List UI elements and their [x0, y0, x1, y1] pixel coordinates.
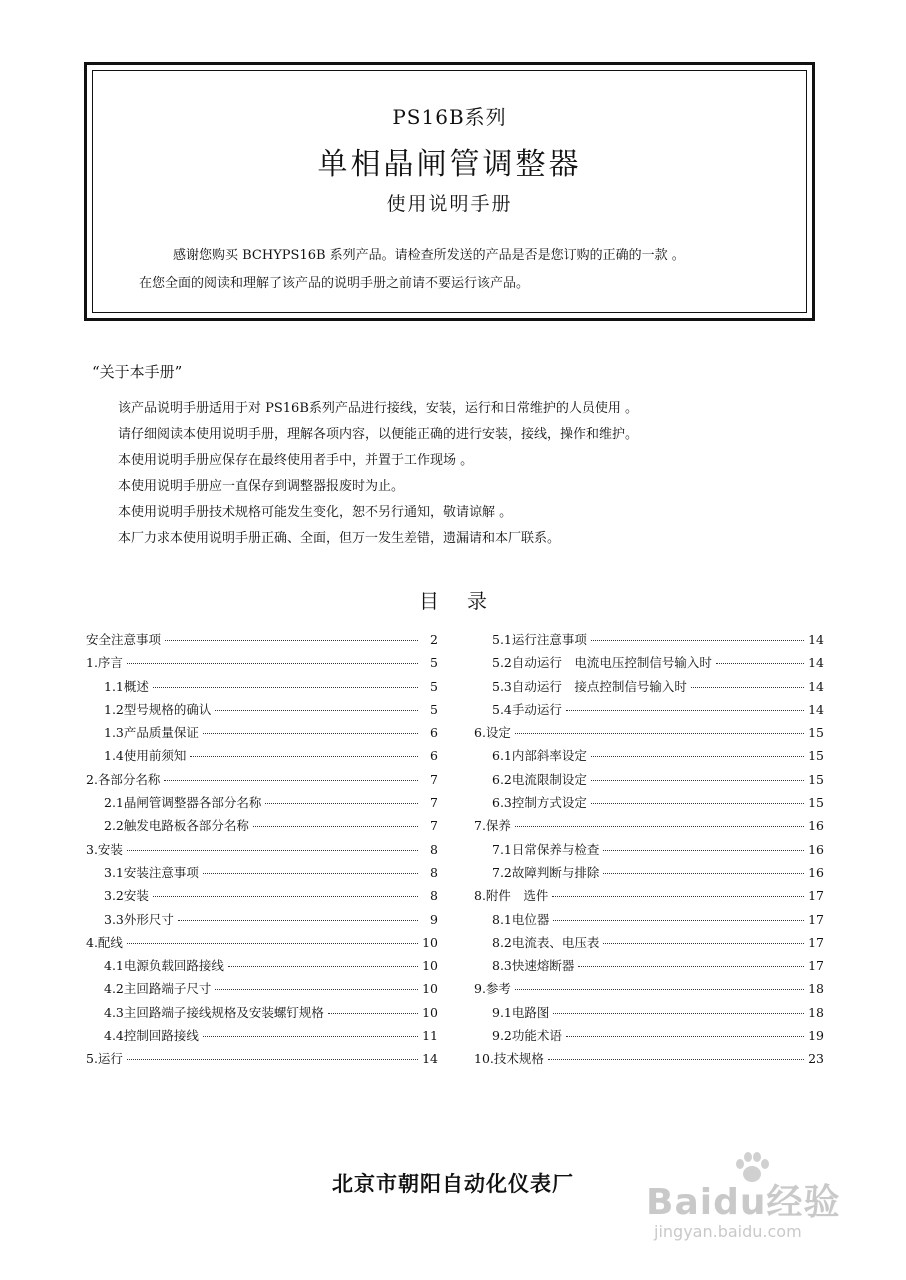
toc-entry[interactable] [474, 1049, 824, 1072]
toc-entry-page: 17 [808, 911, 824, 927]
toc-dot-leader [190, 756, 418, 757]
toc-entry-label: 1.3产品质量保证 [104, 725, 199, 741]
toc-dot-leader [548, 1059, 804, 1060]
toc-entry-label: 4.2主回路端子尺寸 [104, 981, 212, 997]
title-box-inner-border [92, 70, 807, 313]
toc-dot-leader [328, 1013, 418, 1014]
toc-entry-page: 18 [808, 1004, 824, 1020]
toc-entry-label: 6.设定 [474, 725, 511, 741]
toc-entry-label: 10.技术规格 [474, 1051, 544, 1067]
toc-entry-page: 10 [422, 1004, 438, 1020]
toc-entry[interactable] [474, 816, 824, 839]
toc-entry[interactable] [86, 770, 438, 793]
toc-entry[interactable] [86, 863, 438, 886]
toc-right-column [474, 630, 824, 1073]
toc-entry[interactable] [86, 1026, 438, 1049]
toc-entry-label: 5.1运行注意事项 [492, 632, 587, 647]
toc-entry-page: 5 [430, 678, 438, 694]
toc-entry-label: 6.2电流限制设定 [492, 771, 587, 787]
toc-dot-leader [553, 1013, 804, 1014]
toc-entry-page: 8 [430, 864, 438, 880]
toc-dot-leader [578, 966, 804, 967]
toc-entry[interactable] [474, 933, 824, 956]
about-manual-heading: “关于本手册” [92, 363, 183, 381]
toc-dot-leader [127, 850, 418, 851]
title-box [84, 62, 815, 321]
toc-entry[interactable] [474, 630, 824, 653]
toc-entry-page: 23 [808, 1051, 824, 1067]
about-line: 本厂力求本使用说明手册正确、全面，但万一发生差错，遗漏请和本厂联系。 [118, 531, 561, 546]
toc-title: 目录 [419, 589, 515, 613]
toc-entry-label: 7.1日常保养与检查 [492, 841, 600, 857]
product-series: PS16B系列 [392, 105, 507, 129]
toc-entry-page: 5 [430, 701, 438, 717]
toc-dot-leader [164, 780, 418, 781]
toc-entry-label: 9.1电路图 [492, 1004, 550, 1020]
toc-entry[interactable] [474, 770, 824, 793]
toc-entry[interactable] [86, 886, 438, 909]
toc-dot-leader [603, 943, 804, 944]
toc-entry-page: 7 [430, 771, 438, 787]
toc-entry-label: 3.1安装注意事项 [104, 864, 199, 880]
toc-dot-leader [515, 733, 804, 734]
intro-line-1: 感谢您购买 BCHYPS16B 系列产品。请检查所发送的产品是否是您订购的正确的一款 。 [173, 248, 685, 263]
about-line: 本使用说明手册技术规格可能发生变化，恕不另行通知，敬请谅解 。 [118, 505, 513, 520]
intro-line-2: 在您全面的阅读和理解了该产品的说明手册之前请不要运行该产品。 [139, 276, 530, 291]
toc-entry-label: 安全注意事项 [86, 632, 162, 647]
toc-entry-page: 8 [430, 841, 438, 857]
toc-entry-label: 6.3控制方式设定 [492, 795, 587, 811]
toc-entry[interactable] [474, 677, 824, 700]
toc-entry-page: 8 [430, 888, 438, 904]
toc-dot-leader [552, 896, 804, 897]
toc-entry[interactable] [86, 723, 438, 746]
toc-entry-label: 3.3外形尺寸 [104, 911, 174, 927]
watermark-url: jingyan.baidu.com [654, 1222, 802, 1241]
toc-entry-label: 7.2故障判断与排除 [492, 864, 600, 880]
toc-dot-leader [265, 803, 418, 804]
toc-entry[interactable] [86, 1049, 438, 1072]
toc-entry-page: 14 [808, 632, 824, 647]
about-line: 该产品说明手册适用于对 PS16B系列产品进行接线，安装，运行和日常维护的人员使用 。 [118, 401, 639, 416]
toc-entry-label: 2.各部分名称 [86, 771, 161, 787]
toc-dot-leader [203, 1036, 418, 1037]
toc-entry-page: 14 [808, 678, 824, 694]
toc-dot-leader [716, 663, 804, 664]
toc-entry-label: 2.1晶闸管调整器各部分名称 [104, 795, 262, 811]
toc-dot-leader [215, 989, 418, 990]
toc-dot-leader [691, 687, 804, 688]
toc-entry-page: 15 [808, 771, 824, 787]
company-name: 北京市朝阳自动化仪表厂 [332, 1172, 574, 1196]
toc-entry-page: 11 [422, 1028, 438, 1044]
toc-entry-page: 10 [422, 958, 438, 974]
toc-entry[interactable] [474, 956, 824, 979]
toc-dot-leader [127, 663, 418, 664]
toc-dot-leader [603, 850, 804, 851]
toc-dot-leader [165, 640, 418, 641]
toc-dot-leader [591, 803, 804, 804]
toc-entry-page: 17 [808, 888, 824, 904]
toc-entry-page: 19 [808, 1028, 824, 1044]
toc-left-column [86, 630, 438, 1073]
toc-entry-label: 8.3快速熔断器 [492, 958, 575, 974]
about-line: 本使用说明手册应一直保存到调整器报废时为止。 [118, 479, 405, 494]
toc-entry-label: 1.4使用前须知 [104, 748, 187, 764]
toc-entry-label: 4.3主回路端子接线规格及安装螺钉规格 [104, 1004, 324, 1020]
toc-entry-label: 3.2安装 [104, 888, 149, 904]
toc-entry[interactable] [474, 863, 824, 886]
toc-entry-label: 5.3自动运行 接点控制信号输入时 [492, 678, 687, 694]
toc-dot-leader [253, 826, 418, 827]
toc-dot-leader [591, 756, 804, 757]
toc-entry-page: 10 [422, 981, 438, 997]
toc-dot-leader [591, 780, 804, 781]
toc-entry[interactable] [86, 677, 438, 700]
toc-entry-page: 17 [808, 934, 824, 950]
toc-dot-leader [127, 1059, 418, 1060]
about-line: 请仔细阅读本使用说明手册，理解各项内容，以便能正确的进行安装，接线，操作和维护。 [118, 427, 639, 442]
about-manual-list [118, 399, 638, 555]
toc-entry-page: 15 [808, 748, 824, 764]
toc-entry[interactable] [474, 746, 824, 769]
toc-dot-leader [153, 896, 418, 897]
toc-entry-label: 7.保养 [474, 818, 511, 834]
toc-entry-page: 7 [430, 795, 438, 811]
toc-entry-label: 1.2型号规格的确认 [104, 701, 212, 717]
toc-dot-leader [566, 1036, 804, 1037]
toc-entry-label: 9.参考 [474, 981, 511, 997]
toc-entry-label: 4.配线 [86, 934, 123, 950]
toc-entry[interactable] [474, 910, 824, 933]
toc-entry-page: 15 [808, 795, 824, 811]
toc-entry[interactable] [86, 1003, 438, 1026]
toc-entry-label: 3.安装 [86, 841, 123, 857]
toc-dot-leader [591, 640, 804, 641]
toc-entry[interactable] [474, 653, 824, 676]
toc-entry[interactable] [86, 700, 438, 723]
toc-dot-leader [215, 710, 418, 711]
toc-entry-page: 17 [808, 958, 824, 974]
toc-entry-label: 9.2功能术语 [492, 1028, 562, 1044]
toc-entry-label: 6.1内部斜率设定 [492, 748, 587, 764]
toc-entry[interactable] [86, 793, 438, 816]
baidu-watermark [646, 1150, 846, 1250]
document-title: 单相晶闸管调整器 [317, 147, 582, 182]
toc-entry-page: 14 [808, 701, 824, 717]
toc-entry-label: 5.2自动运行 电流电压控制信号输入时 [492, 655, 712, 671]
toc-entry[interactable] [86, 933, 438, 956]
toc-dot-leader [228, 966, 418, 967]
toc-entry-label: 5.运行 [86, 1051, 123, 1067]
toc-entry-label: 5.4手动运行 [492, 701, 562, 717]
toc-entry-label: 8.1电位器 [492, 911, 550, 927]
toc-entry-page: 5 [430, 655, 438, 671]
toc-entry-label: 2.2触发电路板各部分名称 [104, 818, 249, 834]
toc-entry-label: 1.序言 [86, 655, 123, 671]
toc-dot-leader [127, 943, 418, 944]
toc-entry-label: 4.4控制回路接线 [104, 1028, 199, 1044]
document-subtitle: 使用说明手册 [386, 193, 513, 215]
toc-entry-label: 8.附件 选件 [474, 888, 549, 904]
toc-entry[interactable] [86, 653, 438, 676]
toc-dot-leader [553, 920, 804, 921]
toc-entry[interactable] [474, 700, 824, 723]
toc-entry-label: 1.1概述 [104, 678, 149, 694]
toc-dot-leader [153, 687, 418, 688]
toc-entry-page: 15 [808, 725, 824, 741]
toc-entry-label: 4.1电源负载回路接线 [104, 958, 224, 974]
toc-entry[interactable] [86, 840, 438, 863]
toc-entry-page: 2 [430, 632, 438, 647]
toc-entry-page: 14 [808, 655, 824, 671]
about-line: 本使用说明手册应保存在最终使用者手中，并置于工作现场 。 [118, 453, 474, 468]
toc-entry[interactable] [86, 746, 438, 769]
toc-entry-page: 6 [430, 748, 438, 764]
toc-entry-page: 6 [430, 725, 438, 741]
toc-entry-page: 18 [808, 981, 824, 997]
toc-dot-leader [515, 826, 804, 827]
toc-entry-page: 16 [808, 864, 824, 880]
toc-entry[interactable] [86, 816, 438, 839]
watermark-brand: Baidu经验 [646, 1182, 841, 1223]
toc-entry[interactable] [86, 956, 438, 979]
toc-entry-page: 7 [430, 818, 438, 834]
toc-dot-leader [603, 873, 804, 874]
toc-dot-leader [203, 873, 418, 874]
toc-entry-page: 16 [808, 841, 824, 857]
toc-entry[interactable] [474, 1003, 824, 1026]
toc-entry[interactable] [474, 886, 824, 909]
toc-entry[interactable] [474, 979, 824, 1002]
toc-entry[interactable] [86, 630, 438, 653]
toc-entry-page: 9 [430, 911, 438, 927]
toc-entry-page: 10 [422, 934, 438, 950]
toc-dot-leader [515, 989, 804, 990]
toc-dot-leader [566, 710, 804, 711]
toc-entry[interactable] [474, 723, 824, 746]
toc-entry-page: 16 [808, 818, 824, 834]
toc-entry[interactable] [474, 1026, 824, 1049]
toc-dot-leader [178, 920, 418, 921]
toc-entry[interactable] [86, 979, 438, 1002]
toc-entry[interactable] [86, 910, 438, 933]
toc-entry[interactable] [474, 840, 824, 863]
toc-entry-label: 8.2电流表、电压表 [492, 934, 600, 950]
toc-entry[interactable] [474, 793, 824, 816]
toc-entry-page: 14 [422, 1051, 438, 1067]
toc-dot-leader [203, 733, 418, 734]
